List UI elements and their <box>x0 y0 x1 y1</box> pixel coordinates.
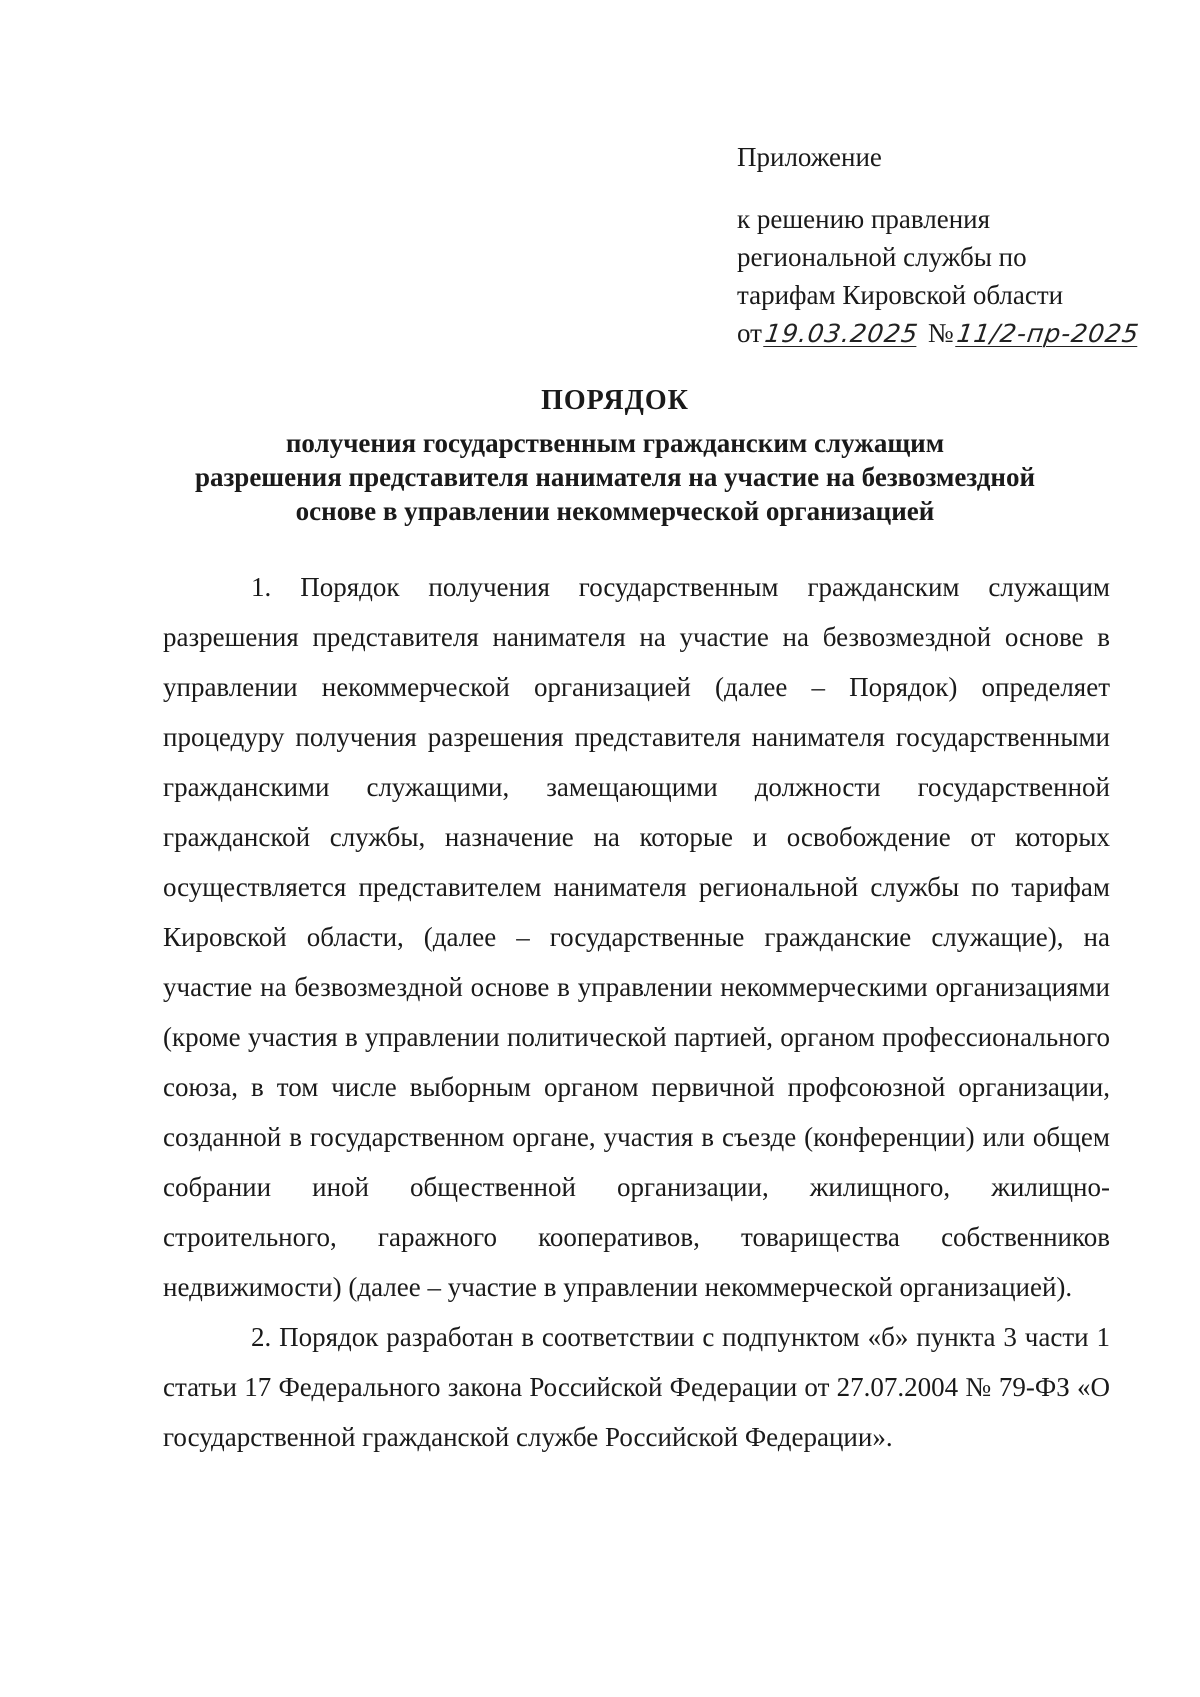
paragraph-2: 2. Порядок разработан в соответствии с подпунктом «б» пункта 3 части 1 статьи 17 Федерального закона Российской Федерации от 27.07.2004 № 79-ФЗ «О государственной гражданской службе Российской Федерации». <box>163 1322 1110 1452</box>
handwritten-date: 19.03.2025 <box>762 319 921 348</box>
paragraph-1: 1. Порядок получения государственным гражданским служащим разрешения представителя нанимателя на участие на безвозмездной основе в управлении некоммерческой организацией (далее – Порядок) определяет процедуру получения разрешения представителя нанимателя государственными гражданскими служащими, замещающими должности государственной гражданской службы, назначение на которые и освобождение от которых осуществляется представителем нанимателя региональной службы по тарифам Кировской области, (далее – государственные гражданские служащие), на участие на безвозмездной основе в управлении некоммерческими организациями (кроме участия в управлении политической партией, органом профессионального союза, в том числе выборным органом первичной профсоюзной организации, созданной в государственном органе, участия в съезде (конференции) или общем собрании иной общественной организации, жилищного, жилищно-строительного, гаражного кооперативов, товарищества собственников недвижимости) (далее – участие в управлении некоммерческой организацией). <box>163 572 1110 1302</box>
heading-line: основе в управлении некоммерческой организацией <box>295 496 935 526</box>
appendix-line: к решению правления <box>737 204 991 234</box>
appendix-block <box>737 138 1157 353</box>
heading-main: ПОРЯДОК <box>541 385 689 416</box>
document-body <box>163 562 1110 1462</box>
number-prefix: № <box>927 318 954 348</box>
appendix-title: Приложение <box>737 142 882 172</box>
appendix-date-line <box>737 314 1157 353</box>
heading-line: разрешения представителя нанимателя на участие на безвозмездной <box>194 462 1036 492</box>
handwritten-number: 11/2-пр-2025 <box>954 319 1141 348</box>
appendix-line: региональной службы по <box>737 242 1027 272</box>
date-prefix: от <box>737 318 762 348</box>
appendix-line: тарифам Кировской области <box>737 280 1064 310</box>
document-heading <box>150 384 1080 528</box>
heading-line: получения государственным гражданским служащим <box>285 428 945 458</box>
